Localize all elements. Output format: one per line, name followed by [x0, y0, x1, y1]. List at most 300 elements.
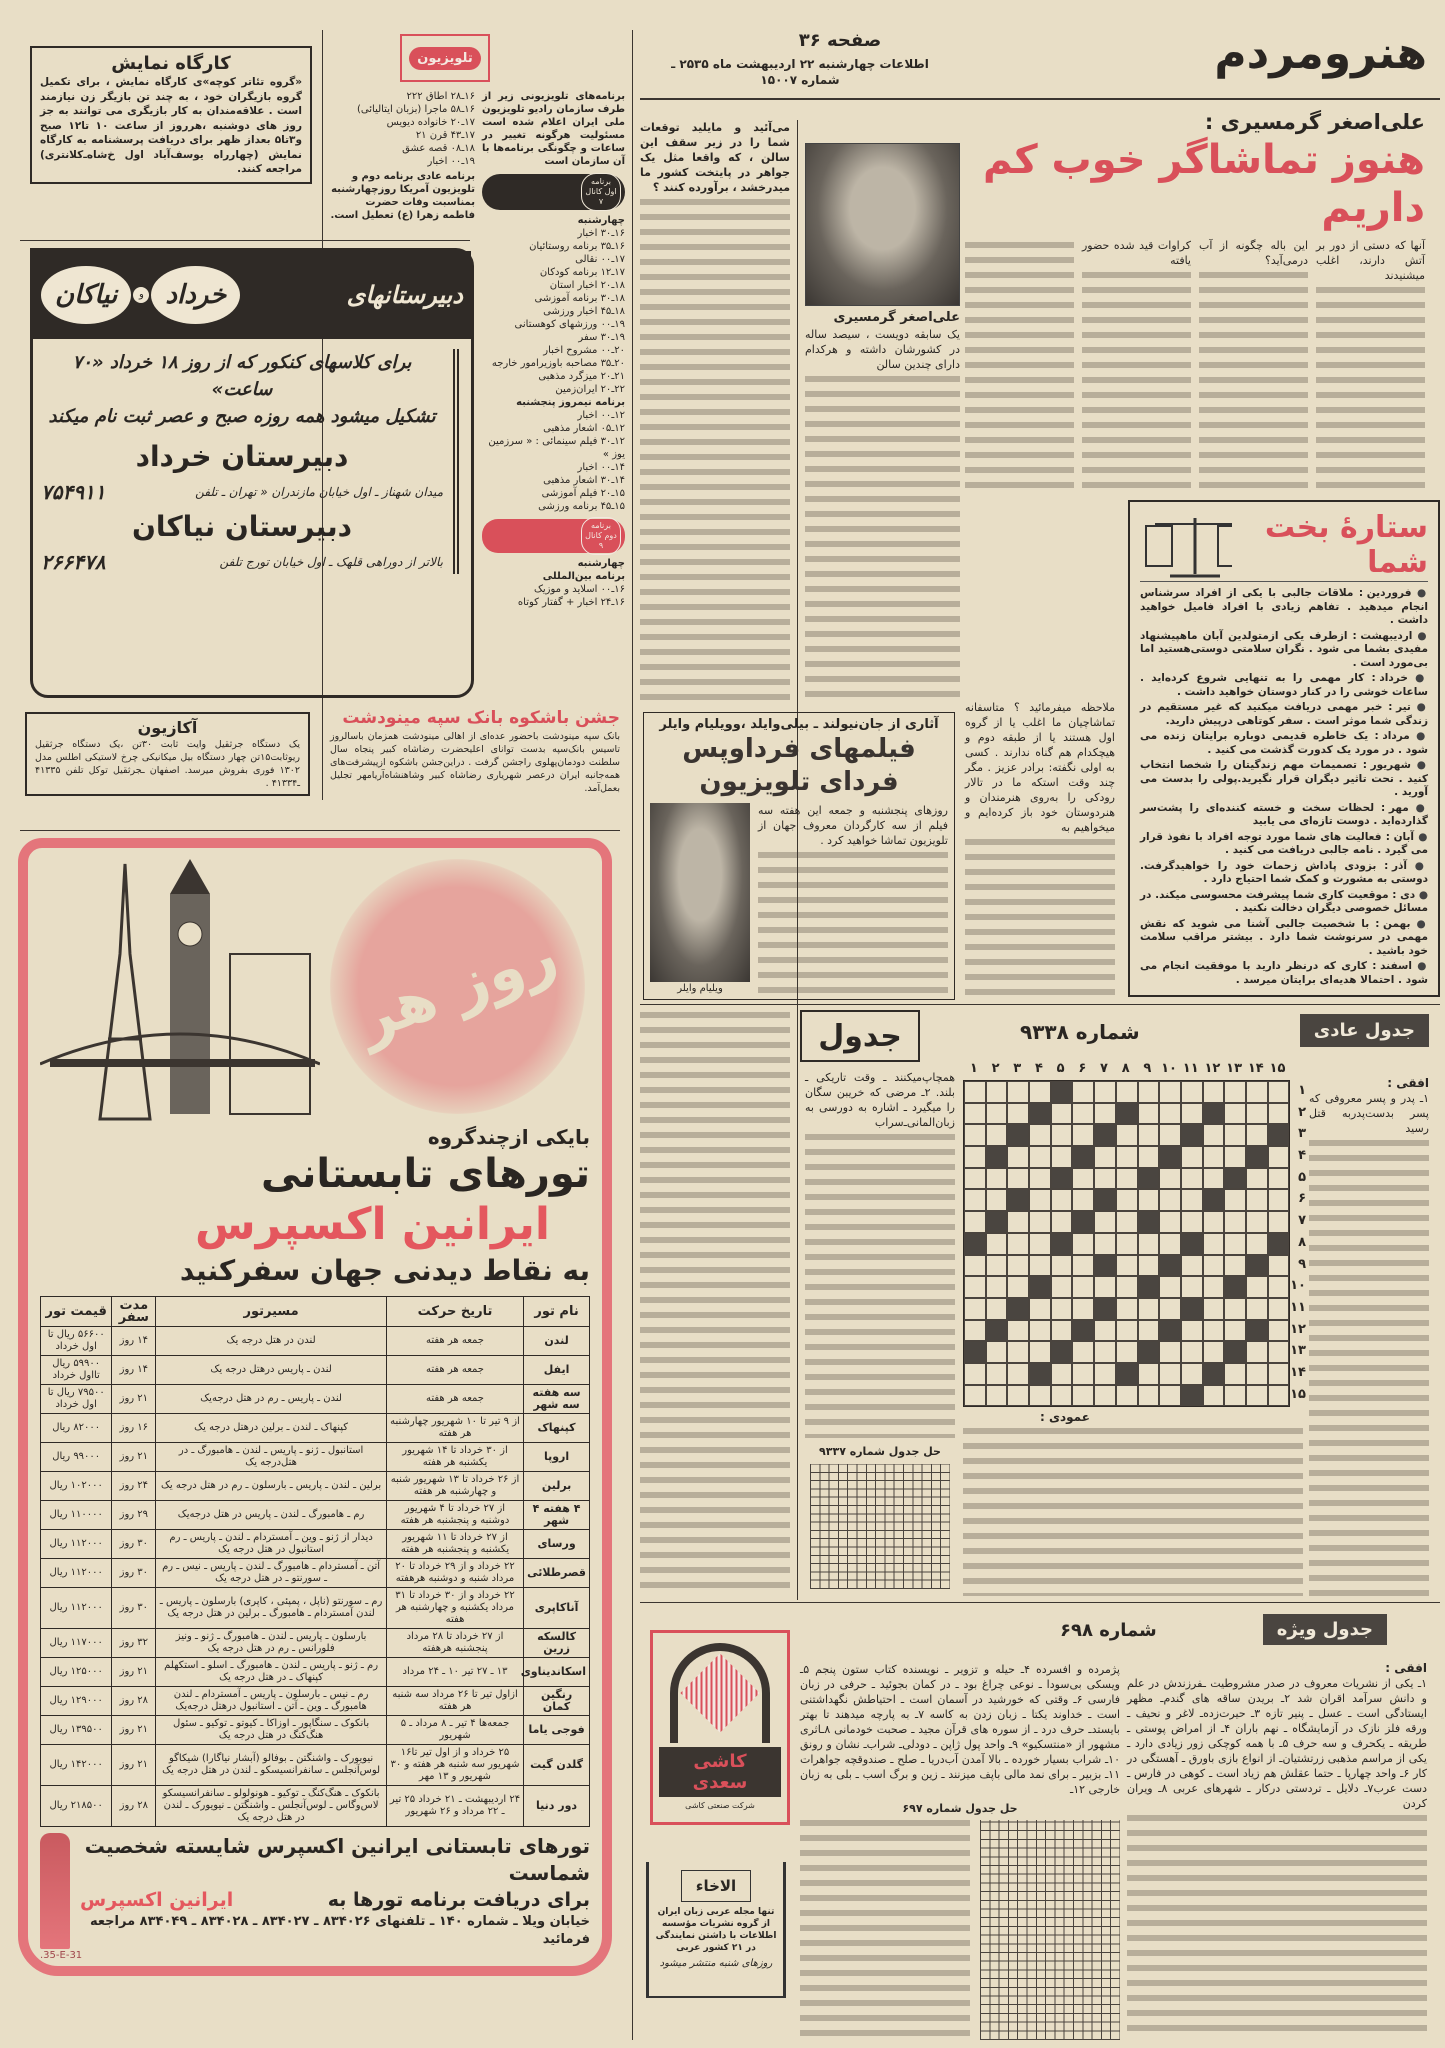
article-kicker: علی‌اصغر گرمسیری :: [1204, 110, 1425, 134]
crossword-cell[interactable]: [1007, 1211, 1029, 1233]
crossword-cell[interactable]: [1246, 1211, 1268, 1233]
crossword-cell[interactable]: [1072, 1255, 1094, 1277]
crossword-cell[interactable]: [1181, 1363, 1203, 1385]
crossword-cell[interactable]: [1094, 1146, 1116, 1168]
ad-footer-text: [80, 1833, 590, 1949]
crossword-cell[interactable]: [964, 1124, 986, 1146]
crossword-cell[interactable]: [964, 1103, 986, 1125]
horoscope-text: تیر : خبر مهمی دریافت میکنید که غیر مستقیم در زندگی شما موثر است . سفر کوتاهی درپیش دارید.: [1140, 701, 1428, 727]
crossword-cell[interactable]: [1007, 1320, 1029, 1342]
crossword-cell[interactable]: [964, 1320, 986, 1342]
table-header: قیمت تور: [41, 1297, 112, 1327]
table-row: [41, 1716, 590, 1745]
crossword-cell[interactable]: [1116, 1255, 1138, 1277]
section-rule: [640, 1602, 1440, 1603]
crossword-cell[interactable]: [986, 1298, 1008, 1320]
row-number: ۱۳: [1290, 1343, 1306, 1359]
crossword-cell[interactable]: [1181, 1255, 1203, 1277]
black-cell: [1007, 1298, 1029, 1320]
column-number: ۱۳: [1226, 1061, 1243, 1076]
crossword-cell[interactable]: [1051, 1103, 1073, 1125]
crossword-cell[interactable]: [1138, 1233, 1160, 1255]
crossword-cell[interactable]: [1203, 1320, 1225, 1342]
article-column: کراوات قید شده حضور یافته: [1082, 239, 1191, 267]
crossword-cell[interactable]: [1224, 1103, 1246, 1125]
row-number: ۱۰: [1290, 1278, 1306, 1294]
black-cell: [1181, 1124, 1203, 1146]
row-number: ۴: [1298, 1148, 1306, 1164]
table-cell: ۹۹۰۰۰ ریال: [41, 1443, 112, 1472]
table-cell: رم ـ ژنو ـ پاریس ـ لندن ـ هامبورگ ـ اسلو ـ استکهلم کپنهاک ـ در هتل درجه یک: [156, 1658, 387, 1687]
crossword-cell[interactable]: [1159, 1341, 1181, 1363]
crossword-cell[interactable]: [1116, 1276, 1138, 1298]
crossword-cell[interactable]: [1029, 1298, 1051, 1320]
horoscope-box: [1128, 500, 1440, 997]
crossword-cell[interactable]: [1072, 1081, 1094, 1103]
crossword-cell[interactable]: [1268, 1146, 1290, 1168]
row-number: ۱۱: [1290, 1299, 1306, 1315]
crossword-cell[interactable]: [1094, 1385, 1116, 1407]
crossword-cell[interactable]: [1138, 1103, 1160, 1125]
table-cell: ۲۲ خرداد و از ۳۰ خرداد تا ۳۱ مرداد یکشنبه و چهارشنبه هر هفته: [386, 1588, 523, 1629]
horoscope-item: [1140, 701, 1428, 728]
crossword-cell[interactable]: [1159, 1385, 1181, 1407]
crossword-cell[interactable]: [1072, 1298, 1094, 1320]
crossword-cell[interactable]: [1116, 1320, 1138, 1342]
crossword-cell[interactable]: [1007, 1146, 1029, 1168]
crossword-cell[interactable]: [964, 1146, 986, 1168]
crossword-cell[interactable]: [1072, 1341, 1094, 1363]
special-solution-row: [800, 1820, 1120, 2040]
crossword-cell[interactable]: [1138, 1320, 1160, 1342]
crossword-cell[interactable]: [1246, 1276, 1268, 1298]
crossword-number: شماره ۹۳۳۸: [1020, 1020, 1140, 1044]
crossword-cell[interactable]: [1181, 1103, 1203, 1125]
crossword-cell[interactable]: [1203, 1211, 1225, 1233]
crossword-cell[interactable]: [1246, 1233, 1268, 1255]
bullet-icon: ●: [1411, 960, 1428, 972]
table-cell: ۲۱ روز: [112, 1443, 156, 1472]
crossword-cell[interactable]: [1094, 1103, 1116, 1125]
table-cell: ۸۲۰۰۰ ریال: [41, 1414, 112, 1443]
table-cell: ۱۰۲۰۰۰ ریال: [41, 1472, 112, 1501]
article-headline: هنوز تماشاگر خوب کم داریم: [982, 137, 1425, 231]
section-title: هنرومردم: [1214, 28, 1427, 79]
table-cell: دور دنیا: [524, 1786, 590, 1827]
crossword-cell[interactable]: [1029, 1146, 1051, 1168]
crossword-cell[interactable]: [1268, 1211, 1290, 1233]
photo-caption: علی‌اصغر گرمسیری: [833, 310, 960, 325]
table-cell: لندن ـ پاریس درهتل درجه یک: [156, 1356, 387, 1385]
crossword-cell[interactable]: [1138, 1081, 1160, 1103]
solution-title: حل جدول شماره ۹۳۳۷: [819, 1445, 941, 1458]
crossword-cell[interactable]: [1051, 1276, 1073, 1298]
table-cell: ۲۴ اردیبهشت ـ ۲۱ خرداد ۲۵ تیر ـ ۲۲ مرداد و ۲۶ شهریور: [386, 1786, 523, 1827]
crossword-cell[interactable]: [964, 1255, 986, 1277]
crossword-cell[interactable]: [1007, 1341, 1029, 1363]
crossword-cell[interactable]: [1224, 1233, 1246, 1255]
crossword-cell[interactable]: [1094, 1276, 1116, 1298]
crossword-cell[interactable]: [964, 1189, 986, 1211]
crossword-cell[interactable]: [1203, 1385, 1225, 1407]
crossword-cell[interactable]: [1138, 1385, 1160, 1407]
crossword-cell[interactable]: [1159, 1124, 1181, 1146]
crossword-cell[interactable]: [986, 1255, 1008, 1277]
crossword-cell[interactable]: [1007, 1385, 1029, 1407]
column-number: ۱۵: [1269, 1061, 1286, 1076]
crossword-cell[interactable]: [1246, 1081, 1268, 1103]
al-akha-body: تنها مجله عربی زبان ایران از گروه نشریات مؤسسه اطلاعات با داشتن نمایندگی در ۲۱ کشور عربی: [655, 1907, 777, 1953]
crossword-cell[interactable]: [1116, 1189, 1138, 1211]
table-cell: ۵۹۹۰۰ ریال تااول خرداد: [41, 1356, 112, 1385]
crossword-cell[interactable]: [1094, 1320, 1116, 1342]
crossword-cell[interactable]: [1138, 1255, 1160, 1277]
bullet-icon: ●: [1411, 587, 1428, 599]
tv-schedule-item: ۲۱ـ۲۰ میزگرد مذهبی: [538, 371, 625, 382]
table-cell: رم ـ نیس ـ بارسلون ـ پاریس ـ آمستردام ـ لندن هامبورگ ـ وین ـ آتن ـ استانبول درهتل درجه‌یک: [156, 1687, 387, 1716]
crossword-cell[interactable]: [1159, 1189, 1181, 1211]
column-divider: [632, 30, 633, 2040]
special-across-clues: ۱ـ یکی از نشریات معروف در صدر مشروطیت ـفرزندش در علم و دانش سرآمد اقران شد ۲ـ بریدن ساقه های گندم‌ـ مظهر ایستادگی است ـ عسل ـ پنیر تازه ۳ـ حیرت‌زده‌ـ لاغر و نحیف ـ ورقه فلز نازک در آزمایشگاه ـ نهم باران ۴ـ از امراض پوستی ـ طریقه ـ یکحرف و سه حرف ۵ـ با همه کوچکی زور زیادی دارد ـ یکی از مراسم مذهبی زرتشتیان‌ـ از انواع بازی باورق ـ آهستگی در کار ۶ـ واحد چهارپا ـ حتما عقلش هم زیاد است ـ کوهی در فارس ـ دست عرب۷ـ دلایل ـ تردستی درکار ـ شهرهای عربی ۸ـ ویران کردن: [1127, 1677, 1428, 1810]
crossword-cell[interactable]: [1246, 1124, 1268, 1146]
crossword-cell[interactable]: [1224, 1385, 1246, 1407]
crossword-cell[interactable]: [1007, 1103, 1029, 1125]
crossword-cell[interactable]: [1224, 1189, 1246, 1211]
crossword-cell[interactable]: [1051, 1146, 1073, 1168]
bullet-icon: ●: [1407, 672, 1428, 684]
crossword-cell[interactable]: [964, 1385, 986, 1407]
row-number: ۳: [1298, 1126, 1306, 1142]
article-column-wrap: [965, 238, 1074, 496]
crossword-cell[interactable]: [1029, 1081, 1051, 1103]
article-text-block: [965, 242, 1074, 496]
crossword-cell[interactable]: [1051, 1363, 1073, 1385]
table-header: مدت سفر: [112, 1297, 156, 1327]
black-cell: [1051, 1233, 1073, 1255]
crossword-cell[interactable]: [1029, 1341, 1051, 1363]
horoscope-text: خرداد : کار مهمی را به تنهایی شروع کرده‌اید . ساعات خوشی را در کنار دوستان خواهید داشت .: [1140, 672, 1428, 698]
table-row: [41, 1327, 590, 1356]
black-cell: [1116, 1103, 1138, 1125]
photo-caption: ویلیام وایلر: [677, 983, 723, 994]
crossword-cell[interactable]: [1029, 1189, 1051, 1211]
crossword-cell[interactable]: [1268, 1168, 1290, 1190]
row-number: ۱۴: [1290, 1364, 1306, 1380]
crossword-cell[interactable]: [1181, 1276, 1203, 1298]
kashi-saadi-ad: [650, 1630, 790, 1825]
crossword-cell[interactable]: [1072, 1189, 1094, 1211]
crossword-cell[interactable]: [986, 1385, 1008, 1407]
crossword-cell[interactable]: [1203, 1168, 1225, 1190]
special-down-wrap: [800, 1662, 1120, 2040]
black-cell: [1224, 1276, 1246, 1298]
crossword-cell[interactable]: [1159, 1233, 1181, 1255]
clue-text-block: [1309, 1140, 1429, 1597]
crossword-cell[interactable]: [1051, 1298, 1073, 1320]
crossword-cell[interactable]: [1094, 1363, 1116, 1385]
table-cell: ۱۱۲۰۰۰ ریال: [41, 1588, 112, 1629]
table-cell: ۲۸ روز: [112, 1687, 156, 1716]
kargah-body: «گروه تئاتر کوچه»ی کارگاه نمایش ، برای تکمیل گروه بازیگران خود ، به چند تن بازیگر زن نیازمند است . علاقه‌مندان به کار بازیگری می توانند به جز روز های دوشنبه ،هرروز از ساعت ۱۰ تا۱۲ صبح و۳تا۵ بعداز ظهر برای دریافت پرسشنامه به کارگاه نمایش (چهارراه یوسف‌آباد اول خ‌شاه‌ـ‌کلانتری) مراجعه کنند.: [40, 76, 303, 175]
crossword-cell[interactable]: [1203, 1233, 1225, 1255]
black-cell: [1138, 1168, 1160, 1190]
clue-text-block: [640, 1012, 790, 1597]
crossword-cell[interactable]: [1268, 1081, 1290, 1103]
crossword-cell[interactable]: [1159, 1211, 1181, 1233]
crossword-cell[interactable]: [1094, 1081, 1116, 1103]
crossword-cell[interactable]: [1007, 1081, 1029, 1103]
table-cell: کپنهاک ـ لندن ـ برلین درهتل درجه یک: [156, 1414, 387, 1443]
crossword-cell[interactable]: [1138, 1189, 1160, 1211]
ad-illustration-area: [40, 854, 590, 1124]
row-number: ۵: [1298, 1169, 1306, 1185]
table-cell: ۱۳ ـ ۲۷ تیر ۱۰ ـ ۲۴ مرداد: [386, 1658, 523, 1687]
crossword-cell[interactable]: [1029, 1124, 1051, 1146]
bullet-icon: ●: [1407, 859, 1428, 872]
crossword-cell[interactable]: [964, 1298, 986, 1320]
film-body: روزهای پنجشنبه و جمعه این هفته سه فیلم از سه کارگردان معروف جهان از تلویزیون تماشا خواهید کرد .: [758, 804, 948, 847]
crossword-cell[interactable]: [1246, 1341, 1268, 1363]
crossword-cell[interactable]: [1203, 1146, 1225, 1168]
crossword-cell[interactable]: [1116, 1341, 1138, 1363]
crossword-cell[interactable]: [1203, 1341, 1225, 1363]
crossword-cell[interactable]: [1246, 1189, 1268, 1211]
special-crossword-badge: جدول ویژه: [1263, 1614, 1387, 1645]
black-cell: [1203, 1103, 1225, 1125]
crossword-cell[interactable]: [1268, 1320, 1290, 1342]
crossword-cell[interactable]: [1268, 1385, 1290, 1407]
crossword-cell[interactable]: [1159, 1298, 1181, 1320]
ad-subtitle: به نقاط دیدنی جهان سفرکنید: [179, 1254, 590, 1287]
crossword-cell[interactable]: [1029, 1233, 1051, 1255]
tv-list: [482, 409, 625, 513]
crossword-cell[interactable]: [1203, 1298, 1225, 1320]
crossword-cell[interactable]: [1007, 1363, 1029, 1385]
crossword-cell[interactable]: [1138, 1298, 1160, 1320]
crossword-cell[interactable]: [1159, 1168, 1181, 1190]
crossword-cell[interactable]: [1224, 1320, 1246, 1342]
crossword-cell[interactable]: [1029, 1168, 1051, 1190]
crossword-cell[interactable]: [986, 1233, 1008, 1255]
school-name: دبیرستان نیاکان: [131, 510, 352, 543]
column-number: ۱۲: [1204, 1061, 1221, 1076]
table-cell: اسکاندیناوی: [524, 1658, 590, 1687]
crossword-cell[interactable]: [1138, 1146, 1160, 1168]
crossword-cell[interactable]: [1072, 1385, 1094, 1407]
crossword-cell[interactable]: [1159, 1363, 1181, 1385]
crossword-cell[interactable]: [986, 1081, 1008, 1103]
table-cell: ایفل: [524, 1356, 590, 1385]
crossword-cell[interactable]: [986, 1363, 1008, 1385]
crossword-cell[interactable]: [1246, 1363, 1268, 1385]
crossword-cell[interactable]: [1203, 1124, 1225, 1146]
crossword-cell[interactable]: [1268, 1341, 1290, 1363]
crossword-cell[interactable]: [1224, 1124, 1246, 1146]
crossword-cell[interactable]: [1268, 1189, 1290, 1211]
crossword-cell[interactable]: [986, 1189, 1008, 1211]
table-row: [41, 1786, 590, 1827]
crossword-cell[interactable]: [1181, 1168, 1203, 1190]
table-cell: لندن در هتل درجه یک: [156, 1327, 387, 1356]
crossword-cell[interactable]: [1116, 1081, 1138, 1103]
masthead-rule: [640, 98, 1440, 100]
crossword-cell[interactable]: [1051, 1189, 1073, 1211]
crossword-cell[interactable]: [986, 1124, 1008, 1146]
crossword-badge: جدول عادی: [1300, 1014, 1429, 1047]
table-cell: ۱۱۷۰۰۰ ریال: [41, 1629, 112, 1658]
crossword-cell[interactable]: [1181, 1146, 1203, 1168]
column-number: ۱۴: [1247, 1061, 1264, 1076]
tv-schedule-item: ۲۰ـ۳۵ مصاحبه باوزیرامور خارجه: [491, 358, 625, 369]
crossword-cell[interactable]: [1051, 1124, 1073, 1146]
crossword-cell[interactable]: [1072, 1103, 1094, 1125]
crossword-cell[interactable]: [1116, 1233, 1138, 1255]
tv-schedule-item: ۱۶ـ۰۰ اسلاید و موزیک: [533, 584, 625, 595]
side-column: [640, 120, 790, 705]
black-cell: [1007, 1124, 1029, 1146]
crossword-cell[interactable]: [1072, 1276, 1094, 1298]
table-row: [41, 1588, 590, 1629]
crossword-cell[interactable]: [1051, 1211, 1073, 1233]
crossword-cell[interactable]: [1224, 1081, 1246, 1103]
crossword-cell[interactable]: [1007, 1233, 1029, 1255]
column-number: ۱۱: [1182, 1061, 1199, 1076]
table-cell: گلدن گیت: [524, 1745, 590, 1786]
crossword-cell[interactable]: [986, 1276, 1008, 1298]
crossword-cell[interactable]: [1181, 1320, 1203, 1342]
crossword-cell[interactable]: [1246, 1385, 1268, 1407]
crossword-cell[interactable]: [1138, 1363, 1160, 1385]
article-text-block: [805, 376, 960, 700]
table-row: [41, 1501, 590, 1530]
bullet-icon: ●: [1410, 701, 1428, 713]
article-column-wrap: [1316, 238, 1425, 496]
crossword-cell[interactable]: [964, 1211, 986, 1233]
across-title: افقی :: [1385, 1661, 1427, 1675]
crossword-cell[interactable]: [1159, 1276, 1181, 1298]
horoscope-item: [1140, 831, 1428, 858]
crossword-cell[interactable]: [1007, 1276, 1029, 1298]
crossword-cell[interactable]: [1224, 1146, 1246, 1168]
crossword-cell[interactable]: [1203, 1276, 1225, 1298]
scales-icon: [1140, 510, 1232, 580]
crossword-cell[interactable]: [1224, 1211, 1246, 1233]
akazion-body: یک دستگاه جرثقیل وایت ثابت ۳۰تن ،یک دستگاه جرثقیل ریوثابت۱۵تن چهار دستگاه بیل میکانیکی چرخ لاستیکی اطلس مدل ۱۳۰۲ فوری بفروش میرسد. اصفهان ـجرثقیل توکل تلفن ۴۱۳۳۵ ـ۴۱۳۳۴ .: [35, 739, 300, 789]
crossword-cell[interactable]: [1246, 1168, 1268, 1190]
crossword-cell[interactable]: [1268, 1103, 1290, 1125]
crossword-cell[interactable]: [1181, 1341, 1203, 1363]
crossword-cell[interactable]: [1246, 1103, 1268, 1125]
table-cell: رم ـ سورنتو (ناپل ، پمپئی ، کاپری) بارسلون ـ پاریس ـ لندن آمستردام ـ هامبورگ ـ برلین در هتل درجه یک: [156, 1588, 387, 1629]
crossword-cell[interactable]: [1181, 1081, 1203, 1103]
clue-text-block: [963, 1428, 1303, 1596]
film-photo-col: [650, 803, 750, 995]
crossword-cell[interactable]: [1072, 1124, 1094, 1146]
bullet-icon: ●: [1415, 888, 1428, 901]
crossword-cell[interactable]: [1007, 1168, 1029, 1190]
tv-schedule-item: ۱۹ـ۳۰ سفر: [578, 332, 625, 343]
crossword-cell[interactable]: [1246, 1298, 1268, 1320]
table-cell: ۱۱۰۰۰۰ ریال: [41, 1501, 112, 1530]
crossword-cell[interactable]: [1268, 1276, 1290, 1298]
crossword-cell[interactable]: [1072, 1168, 1094, 1190]
crossword-cell[interactable]: [1029, 1255, 1051, 1277]
crossword-cell[interactable]: [1268, 1298, 1290, 1320]
kargah-box: [30, 46, 312, 184]
crossword-cell[interactable]: [1159, 1103, 1181, 1125]
table-cell: ورسای: [524, 1530, 590, 1559]
crossword-cell[interactable]: [964, 1168, 986, 1190]
crossword-cell[interactable]: [986, 1341, 1008, 1363]
crossword-cell[interactable]: [1268, 1255, 1290, 1277]
crossword-cell[interactable]: [1224, 1363, 1246, 1385]
crossword-cell[interactable]: [1029, 1320, 1051, 1342]
crossword-cell[interactable]: [1181, 1189, 1203, 1211]
crossword-cell[interactable]: [1116, 1146, 1138, 1168]
crossword-cell[interactable]: [1051, 1385, 1073, 1407]
crossword-cell[interactable]: [1094, 1233, 1116, 1255]
crossword-cell[interactable]: [1051, 1320, 1073, 1342]
horoscope-item: [1140, 672, 1428, 699]
crossword-cell[interactable]: [1116, 1168, 1138, 1190]
table-cell: لندن ـ پاریس ـ رم در هتل درجه‌یک: [156, 1385, 387, 1414]
crossword-cell[interactable]: [986, 1103, 1008, 1125]
crossword-cell[interactable]: [1268, 1363, 1290, 1385]
crossword-cell[interactable]: [1116, 1385, 1138, 1407]
crossword-cell[interactable]: [1203, 1255, 1225, 1277]
crossword-cell[interactable]: [1116, 1211, 1138, 1233]
table-cell: برلین ـ لندن ـ پاریس ـ بارسلون ـ رم در هتل درجه یک: [156, 1472, 387, 1501]
crossword-cell[interactable]: [1072, 1233, 1094, 1255]
crossword-cell[interactable]: [1094, 1168, 1116, 1190]
school-name: دبیرستان خرداد: [135, 440, 349, 473]
black-cell: [1268, 1233, 1290, 1255]
crossword-cell[interactable]: [1007, 1255, 1029, 1277]
table-cell: ۱۲۹۰۰۰ ریال: [41, 1687, 112, 1716]
black-cell: [1138, 1276, 1160, 1298]
page-number: صفحه ۳۶: [798, 30, 882, 51]
crossword-cell[interactable]: [986, 1168, 1008, 1190]
crossword-cell[interactable]: [1029, 1385, 1051, 1407]
table-cell: اروپا: [524, 1443, 590, 1472]
crossword-cell[interactable]: [964, 1363, 986, 1385]
crossword-cell[interactable]: [1072, 1363, 1094, 1385]
crossword-cell[interactable]: [1181, 1211, 1203, 1233]
crossword-cell[interactable]: [1224, 1298, 1246, 1320]
black-cell: [1246, 1146, 1268, 1168]
crossword-cell[interactable]: [1224, 1255, 1246, 1277]
tv-schedule-item: ۱۷ـ۱۲ برنامه کودکان: [539, 267, 625, 278]
crossword-cell[interactable]: [964, 1081, 986, 1103]
table-cell: بانکوک ـ سنگاپور ـ اوزاکا ـ کیوتو ـ توکیو ـ سئول هنگ‌کنگ در هتل درجه یک: [156, 1716, 387, 1745]
clue-text-block: [805, 1134, 955, 1438]
crossword-cell[interactable]: [1094, 1211, 1116, 1233]
across-clue: ۱ـ پدر و پسر معروفی که پسر بدست‌پدربه قتل رسید: [1309, 1092, 1429, 1135]
crossword-cell[interactable]: [1116, 1124, 1138, 1146]
crossword-cell[interactable]: [1029, 1211, 1051, 1233]
crossword-cell[interactable]: [1116, 1298, 1138, 1320]
horoscope-item: [1140, 630, 1428, 671]
crossword-cell[interactable]: [1138, 1124, 1160, 1146]
table-cell: نیویورک ـ واشنگتن ـ بوفالو (آبشار نیاگارا) شیکاگو لوس‌آنجلس ـ سانفرانسیسکو ـ لندن در هتل درجه یک: [156, 1745, 387, 1786]
crossword-cell[interactable]: [1159, 1081, 1181, 1103]
tv-schedule-item: ۱۵ـ۲۰ فیلم آموزشی: [541, 488, 625, 499]
crossword-cell[interactable]: [1094, 1341, 1116, 1363]
crossword-cell[interactable]: [1051, 1255, 1073, 1277]
table-cell: ۱۲۵۰۰۰ ریال: [41, 1658, 112, 1687]
crossword-cell[interactable]: [1203, 1081, 1225, 1103]
crossword-cell[interactable]: [964, 1276, 986, 1298]
